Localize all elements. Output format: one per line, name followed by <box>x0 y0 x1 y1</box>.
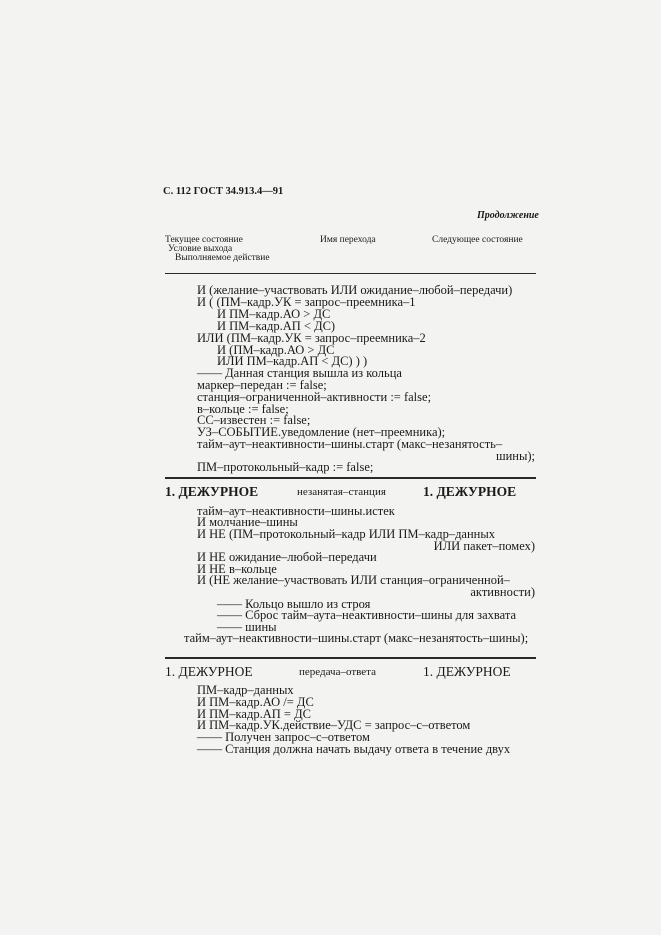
code-line: станция–ограниченной–активности := false; <box>197 390 432 404</box>
code-line: И молчание–шины <box>197 515 298 529</box>
next-state: 1. ДЕЖУРНОЕ <box>423 484 517 499</box>
separator-rule <box>165 657 536 659</box>
current-state: 1. ДЕЖУРНОЕ <box>165 664 253 679</box>
page-header: С. 112 ГОСТ 34.913.4—91 <box>163 186 284 197</box>
code-comment: —— Сброс тайм–аута–неактивности–шины для захвата <box>217 608 517 622</box>
code-line: в–кольце := false; <box>197 402 289 416</box>
code-line: УЗ–СОБЫТИЕ.уведомление (нет–преемника); <box>197 425 446 439</box>
column-action: Выполняемое действие <box>175 253 270 263</box>
code-line: ИЛИ (ПМ–кадр.УК = запрос–преемника–2 <box>197 331 426 345</box>
code-comment: —— Данная станция вышла из кольца <box>197 366 402 380</box>
code-line: активности) <box>470 585 535 599</box>
code-line: И НЕ ожидание–любой–передачи <box>197 550 377 564</box>
code-line: шины); <box>495 449 535 463</box>
continuation-label: Продолжение <box>477 210 539 221</box>
next-state: 1. ДЕЖУРНОЕ <box>423 664 511 679</box>
code-line: И ПМ–кадр.АП = ДС <box>197 707 311 721</box>
code-line: И ПМ–кадр.АП < ДС) <box>217 319 336 333</box>
code-line: И НЕ (ПМ–протокольный–кадр ИЛИ ПМ–кадр–данных <box>197 527 495 541</box>
code-comment: —— Получен запрос–с–ответом <box>197 730 370 744</box>
code-line: И (НЕ желание–участвовать ИЛИ станция–ограниченной– <box>197 573 510 587</box>
code-line: ПМ–кадр–данных <box>197 683 294 697</box>
code-line: СС–известен := false; <box>197 413 311 427</box>
code-line: И ПМ–кадр.АО > ДС <box>217 307 331 321</box>
column-current-state: Текущее состояние <box>165 235 243 245</box>
code-line: ИЛИ ПМ–кадр.АП < ДС) ) ) <box>217 354 368 368</box>
code-line: маркер–передан := false; <box>197 378 327 392</box>
code-line: тайм–аут–неактивности–шины.старт (макс–незанятость– <box>197 437 503 451</box>
code-line: И (желание–участвовать ИЛИ ожидание–любой–передачи) <box>197 283 513 297</box>
transition-name: незанятая–станция <box>297 486 386 498</box>
current-state: 1. ДЕЖУРНОЕ <box>165 484 259 499</box>
code-line: ПМ–протокольный–кадр := false; <box>197 460 374 474</box>
code-line: И (ПМ–кадр.АО > ДС <box>217 343 335 357</box>
column-transition-name: Имя перехода <box>320 235 376 245</box>
code-comment: —— Кольцо вышло из строя <box>217 597 371 611</box>
code-line: тайм–аут–неактивности–шины.старт (макс–незанятость–шины); <box>184 631 529 645</box>
transition-name: передача–ответа <box>299 666 376 678</box>
separator-rule <box>165 477 536 479</box>
code-comment: —— шины <box>217 620 277 634</box>
code-comment: —— Станция должна начать выдачу ответа в течение двух <box>197 742 511 756</box>
code-line: ИЛИ пакет–помех) <box>433 539 535 553</box>
code-line: тайм–аут–неактивности–шины.истек <box>197 504 395 518</box>
code-line: И ( (ПМ–кадр.УК = запрос–преемника–1 <box>197 295 416 309</box>
header-rule <box>165 273 536 274</box>
code-line: И НЕ в–кольце <box>197 562 277 576</box>
code-line: И ПМ–кадр.УК.действие–УДС = запрос–с–ответом <box>197 718 471 732</box>
code-line: И ПМ–кадр.АО /= ДС <box>197 695 314 709</box>
column-exit-condition: Условие выхода <box>168 244 233 254</box>
column-next-state: Следующее состояние <box>432 235 523 245</box>
